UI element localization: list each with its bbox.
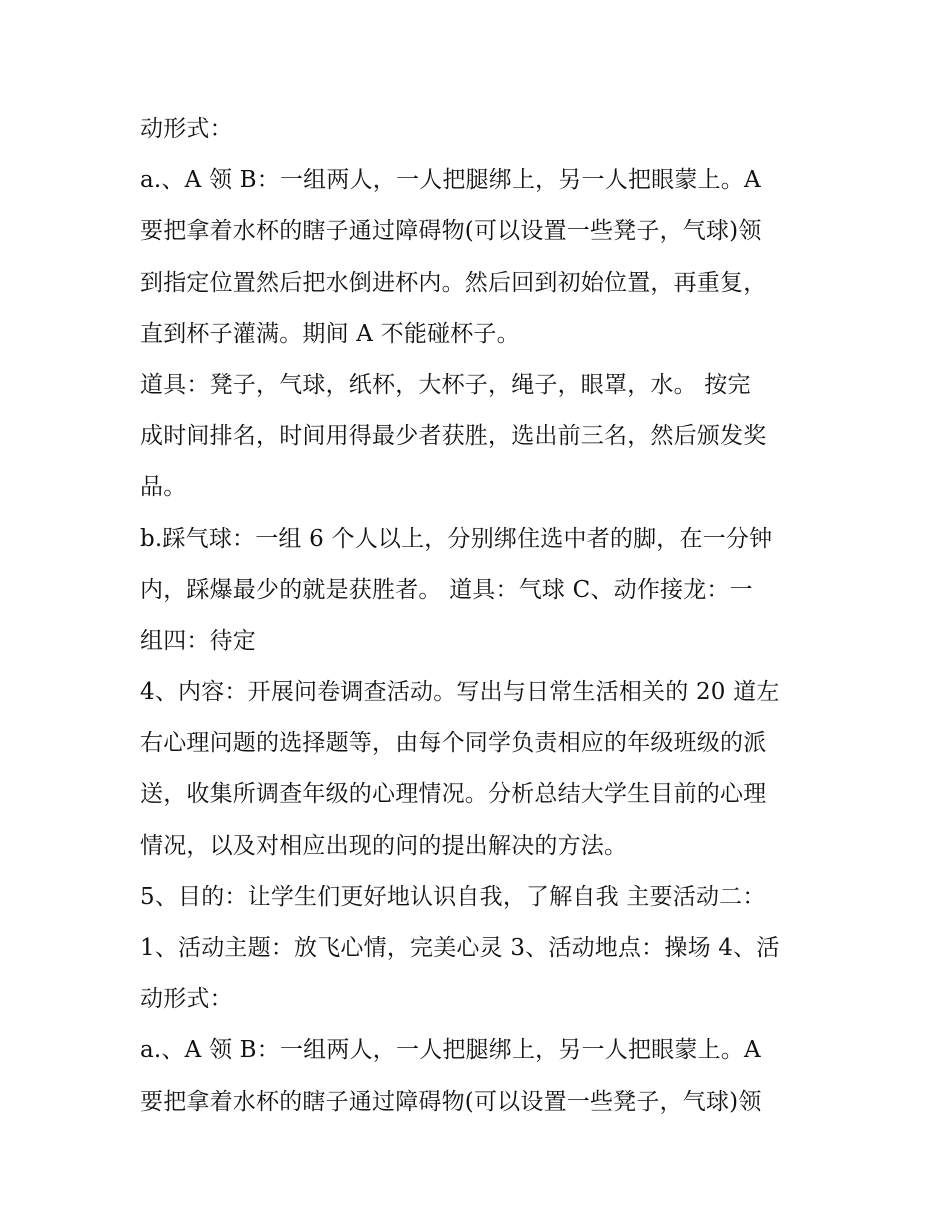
text-line-13: 右心理问题的选择题等，由每个同学负责相应的年级班级的派 (140, 730, 767, 757)
text-line-7: 成时间排名，时间用得最少者获胜，选出前三名，然后颁发奖 (140, 423, 767, 450)
text-line-10: 内，踩爆最少的就是获胜者。 道具：气球 C、动作接龙：一 (140, 576, 753, 603)
text-line-15: 情况，以及对相应出现的问的提出解决的方法。 (140, 832, 628, 859)
text-line-8: 品。 (140, 474, 187, 501)
text-line-18: 动形式： (140, 986, 233, 1013)
text-line-3: 要把拿着水杯的瞎子通过障碍物(可以设置一些凳子，气球)领 (140, 218, 762, 245)
text-line-12: 4、内容：开展问卷调查活动。写出与日常生活相关的 20 道左 (140, 679, 780, 706)
text-line-17: 1、活动主题：放飞心情，完美心灵 3、活动地点：操场 4、活 (140, 935, 780, 961)
text-line-2: a.、A 领 B：一组两人，一人把腿绑上，另一人把眼蒙上。A (140, 167, 761, 194)
text-line-16: 5、目的：让学生们更好地认识自我，了解自我 主要活动二： (140, 883, 766, 910)
text-line-9: b.踩气球：一组 6 个人以上，分别绑住选中者的脚，在一分钟 (140, 525, 773, 552)
text-line-20: 要把拿着水杯的瞎子通过障碍物(可以设置一些凳子，气球)领 (140, 1088, 762, 1115)
text-line-1: 动形式： (140, 116, 233, 142)
text-line-14: 送，收集所调查年级的心理情况。分析总结大学生目前的心理 (140, 781, 767, 808)
text-line-11: 组四：待定 (140, 627, 256, 654)
document-page (140, 104, 820, 1128)
text-line-5: 直到杯子灌满。期间 A 不能碰杯子。 (140, 320, 520, 347)
text-line-4: 到指定位置然后把水倒进杯内。然后回到初始位置，再重复， (140, 269, 767, 296)
text-line-19: a.、A 领 B：一组两人，一人把腿绑上，另一人把眼蒙上。A (140, 1037, 761, 1064)
text-line-6: 道具：凳子，气球，纸杯，大杯子，绳子，眼罩，水。 按完 (140, 371, 751, 398)
